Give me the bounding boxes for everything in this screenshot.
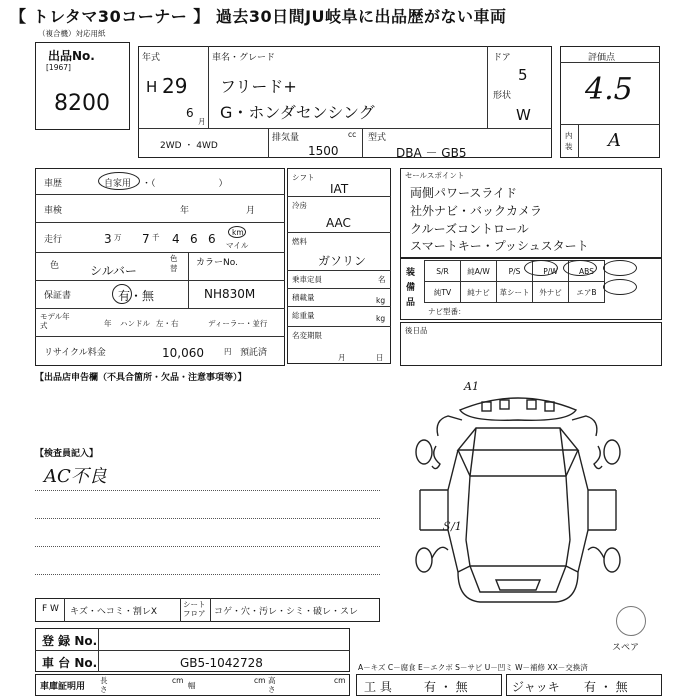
cert-height-unit: cm: [334, 676, 346, 685]
mileage-d6: 6: [190, 232, 198, 246]
cert-length: 長さ: [100, 676, 108, 694]
fw-label: F W: [42, 604, 59, 614]
seat-text: コゲ・穴・汚レ・シミ・破レ・スレ: [214, 607, 359, 617]
handle-label: ハンドル: [120, 319, 150, 328]
change-month: 月: [338, 353, 346, 362]
selling-point-2: 社外ナビ・バックカメラ: [410, 204, 543, 218]
dealer-label: ディーラー・並行: [208, 319, 268, 328]
color-label: 色: [50, 261, 60, 271]
equip-leather: 革シート: [497, 282, 533, 303]
fuel-label: 燃料: [292, 237, 307, 246]
warranty-label: 保証書: [44, 291, 72, 301]
mileage-d3: 7: [142, 232, 150, 246]
shift-value: IAT: [330, 182, 349, 196]
diagram-note-side: Ｓ/1: [440, 520, 462, 533]
doors-label: ドア: [493, 53, 511, 63]
chassis-value: GB5-1042728: [180, 656, 263, 670]
color-no-value: NH830M: [204, 287, 256, 301]
drive-text: 2WD ・ 4WD: [160, 141, 218, 151]
inspection-label: 車検: [44, 206, 63, 216]
displacement-label: 排気量: [272, 133, 300, 143]
navi-model-label: ナビ型番：: [428, 307, 466, 316]
shift-label: シフト: [292, 173, 315, 182]
capacity-label: 乗車定員: [292, 275, 322, 284]
year-month-unit: 月: [198, 117, 206, 126]
interior-value: A: [608, 130, 621, 151]
lot-number: 8200: [54, 91, 110, 116]
ac-value: AAC: [326, 216, 351, 230]
history-value: 自家用: [104, 179, 132, 189]
mileage-d1: 3: [104, 232, 112, 246]
model-name: フリード+: [220, 77, 297, 96]
cert-width: 幅: [188, 681, 196, 690]
weight-unit: kg: [376, 314, 386, 323]
shipping-box: [400, 322, 662, 366]
equip-pw: P/W: [533, 261, 569, 282]
change-day: 日: [376, 353, 384, 362]
weight-label: 総重量: [292, 311, 315, 320]
tools-value: 有 ・ 無: [424, 680, 468, 694]
displacement-value: 1500: [308, 144, 339, 158]
cert-width-unit: cm: [254, 676, 266, 685]
equip-ext-navi: 外ナビ: [533, 282, 569, 303]
equipment-label: 装備品: [406, 268, 416, 308]
recycle-status: 預託済: [240, 348, 268, 358]
selling-point-3: クルーズコントロール: [410, 222, 529, 236]
inspection-month: 月: [246, 206, 256, 216]
chassis-label: 車 台 No.: [42, 656, 98, 670]
model-change-label: モデル年式: [40, 312, 70, 330]
inspector-note: AC不良: [44, 466, 107, 487]
handle-value: 左・右: [156, 319, 179, 328]
equip-sr: S/R: [425, 261, 461, 282]
spare-label: スペア: [612, 643, 640, 653]
selling-point-4: スマートキー・プッシュスタート: [410, 239, 589, 253]
fuel-value: ガソリン: [318, 254, 367, 268]
declaration-label: 【出品店申告欄（不具合箇所・欠品・注意事項等）】: [35, 373, 247, 383]
equip-abs: ABS: [569, 261, 605, 282]
damage-legend: A－キズ C－腐食 E－エクボ S－サビ U－凹ミ W－補修 XX－交換済: [358, 663, 588, 672]
change-label: 名変期限: [292, 331, 322, 340]
color-value: シルバー: [90, 264, 137, 278]
registration-label: 登 録 No.: [42, 634, 98, 648]
shape-label: 形状: [493, 91, 512, 101]
year-value: 29: [162, 74, 188, 98]
cert-length-unit: cm: [172, 676, 184, 685]
mileage-unit2: マイル: [226, 241, 249, 250]
equip-airbag: エアB: [569, 282, 605, 303]
repaint-label: 色替: [170, 254, 178, 273]
capacity-unit: 名: [378, 275, 386, 284]
shipping-label: 後日品: [405, 326, 428, 335]
year-era: H: [146, 78, 158, 96]
year-label: 年式: [142, 53, 161, 63]
load-label: 積載量: [292, 293, 315, 302]
fw-text: キズ・ヘコミ・割レX: [70, 607, 157, 617]
lot-small-no: [1967]: [46, 63, 71, 72]
displacement-unit: cc: [348, 130, 357, 139]
certificate-label: 車庫証明用: [40, 682, 86, 692]
warranty-value: 有・無: [118, 289, 155, 303]
jack-value: 有 ・ 無: [584, 680, 628, 694]
jack-label: ジャッキ: [512, 680, 560, 694]
selling-points-label: セールスポイント: [405, 171, 465, 180]
doors-value: 5: [518, 66, 528, 84]
shape-value: W: [516, 106, 531, 124]
model-label: 車名・グレード: [212, 53, 276, 63]
diagram-note-top: A1: [464, 380, 479, 393]
mileage-unit: km: [232, 228, 244, 237]
type-value: DBA － GB5: [396, 146, 467, 160]
lot-label: 出品No.: [48, 49, 95, 63]
year-month: 6: [186, 106, 194, 120]
history-extra: ・（ ）: [142, 179, 228, 189]
header-title: 【 トレタマ30コーナー 】 過去30日間JU岐阜に出品歴がない車両: [10, 7, 507, 26]
load-unit: kg: [376, 296, 386, 305]
tools-label: 工 具: [364, 680, 392, 694]
equip-ps: P/S: [497, 261, 533, 282]
type-label: 型式: [368, 133, 387, 143]
history-label: 車歴: [44, 179, 63, 189]
ac-label: 冷房: [292, 201, 307, 210]
spare-tire-icon: [616, 606, 646, 636]
interior-label: 内装: [565, 131, 573, 151]
mileage-d4: 千: [152, 233, 160, 242]
score-value: 4.5: [585, 72, 633, 107]
selling-point-1: 両側パワースライド: [410, 186, 518, 200]
mileage-d2: 万: [114, 233, 122, 242]
lot-box: [35, 42, 130, 130]
recycle-value: 10,060: [162, 346, 204, 360]
equip-aw: 純A/W: [461, 261, 497, 282]
equip-tv: 純TV: [425, 282, 461, 303]
inspector-label: 【検査員記入】: [35, 449, 99, 459]
color-no-label: カラーNo.: [196, 258, 238, 268]
car-damage-diagram: [400, 380, 635, 610]
seat-label: シートフロア: [183, 600, 206, 618]
inspection-year: 年: [180, 206, 190, 216]
recycle-label: リサイクル料金: [44, 348, 106, 358]
cert-height: 高さ: [268, 676, 276, 694]
model-grade: G・ホンダセンシング: [220, 103, 375, 122]
mileage-d5: 4: [172, 232, 180, 246]
form-note: （複合機）対応用紙: [38, 29, 106, 38]
recycle-unit: 円: [224, 347, 232, 356]
equip-navi: 純ナビ: [461, 282, 497, 303]
mileage-label: 走行: [44, 235, 63, 245]
mileage-d7: 6: [208, 232, 216, 246]
model-change-value: 年: [104, 319, 112, 328]
score-label: 評価点: [588, 53, 616, 63]
